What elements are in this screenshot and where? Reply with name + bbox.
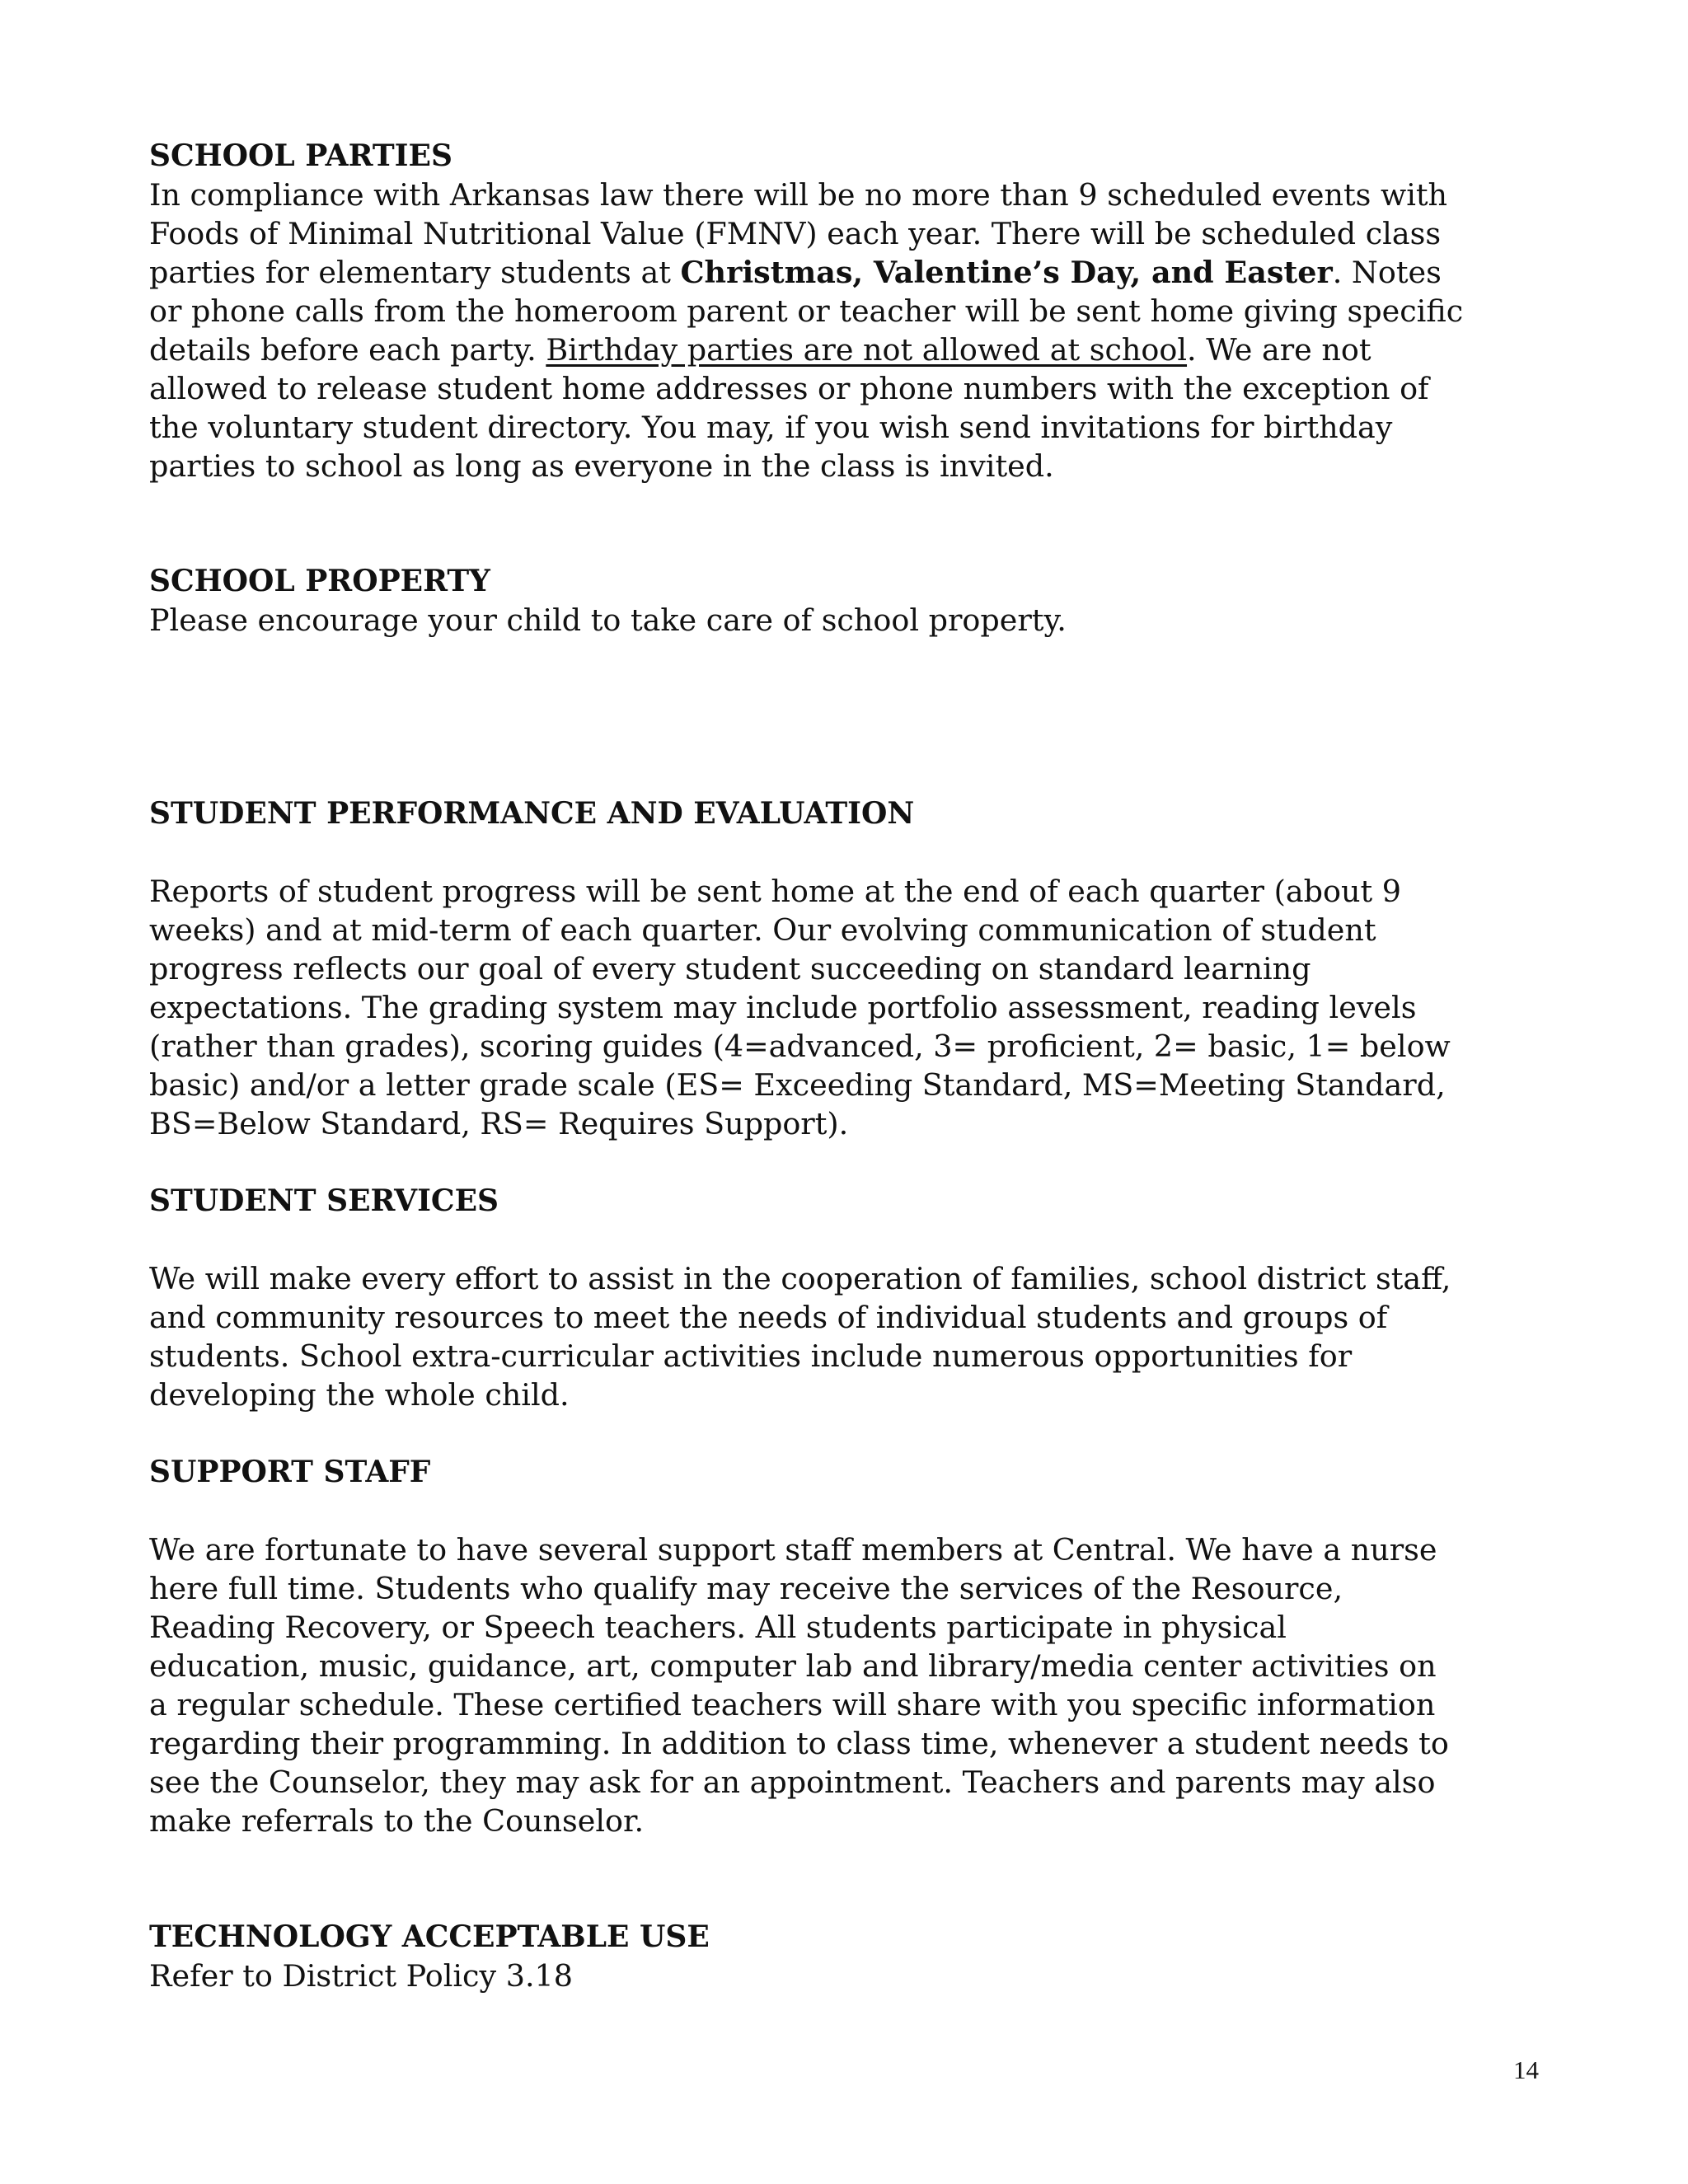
body-line: or phone calls from the homeroom parent or teacher will be sent home giving specific xyxy=(149,293,1464,329)
section-body: We will make every effort to assist in the cooperation of families, school district staff, and community resources to meet the needs of individual students and groups of students. School extra-curricular activities include numerous opportunities for developing the whole child. xyxy=(149,1261,1451,1413)
section-heading: STUDENT SERVICES xyxy=(149,1183,499,1218)
section-body: We are fortunate to have several support staff members at Central. We have a nurse here full time. Students who qualify may receive the services of the Resource, Reading Recovery, or Speech teachers. All students participate in physical education, music, guidance, art, computer lab and library/media center activities on a regular schedule. These certified teachers will share with you specific information regarding their programming. In addition to class time, whenever a student needs to see the Counselor, they may ask for an appointment. Teachers and parents may also make referrals to the Counselor. xyxy=(149,1532,1449,1839)
body-line: the voluntary student directory. You may, if you wish send invitations for birthday xyxy=(149,410,1393,445)
section-heading: SCHOOL PROPERTY xyxy=(149,564,490,598)
section-school-property xyxy=(149,562,1550,640)
section-student-performance xyxy=(149,794,1550,1143)
section-heading: SCHOOL PARTIES xyxy=(149,138,452,173)
section-school-parties xyxy=(149,137,1550,485)
section-body: Reports of student progress will be sent home at the end of each quarter (about 9 weeks) and at mid-term of each quarter. Our evolving communication of student progress reflects our goal of every student succeeding on standard learning expectations. The grading system may include portfolio assessment, reading levels (rather than grades), scoring guides (4=advanced, 3= proficient, 2= basic, 1= below basic) and/or a letter grade scale (ES= Exceeding Standard, MS=Meeting Standard, BS=Below Standard, RS= Requires Support). xyxy=(149,874,1451,1141)
body-line: allowed to release student home addresses or phone numbers with the exception of xyxy=(149,371,1429,406)
section-body xyxy=(149,176,1550,485)
section-body: Refer to District Policy 3.18 xyxy=(149,1958,573,1994)
section-support-staff xyxy=(149,1453,1550,1840)
section-body: Please encourage your child to take care of school property. xyxy=(149,602,1067,638)
text-run: details before each party. xyxy=(149,332,546,368)
body-line xyxy=(149,330,1550,369)
holidays-emphasis: Christmas, Valentine’s Day, and Easter xyxy=(680,255,1333,290)
section-heading: SUPPORT STAFF xyxy=(149,1455,431,1489)
text-run: parties for elementary students at xyxy=(149,255,681,290)
section-student-services xyxy=(149,1182,1550,1414)
birthday-policy-underlined: Birthday parties are not allowed at school xyxy=(546,332,1188,368)
section-technology-acceptable-use xyxy=(149,1918,1550,1995)
section-heading: TECHNOLOGY ACCEPTABLE USE xyxy=(149,1919,710,1954)
body-line: parties to school as long as everyone in the class is invited. xyxy=(149,448,1054,484)
body-line xyxy=(149,253,1550,292)
section-heading: STUDENT PERFORMANCE AND EVALUATION xyxy=(149,796,915,831)
body-line: In compliance with Arkansas law there will be no more than 9 scheduled events with xyxy=(149,177,1448,213)
text-run: . Notes xyxy=(1332,255,1442,290)
text-run: . We are not xyxy=(1187,332,1372,368)
body-line: Foods of Minimal Nutritional Value (FMNV) each year. There will be scheduled class xyxy=(149,216,1442,251)
page-number: 14 xyxy=(1513,2055,1539,2084)
